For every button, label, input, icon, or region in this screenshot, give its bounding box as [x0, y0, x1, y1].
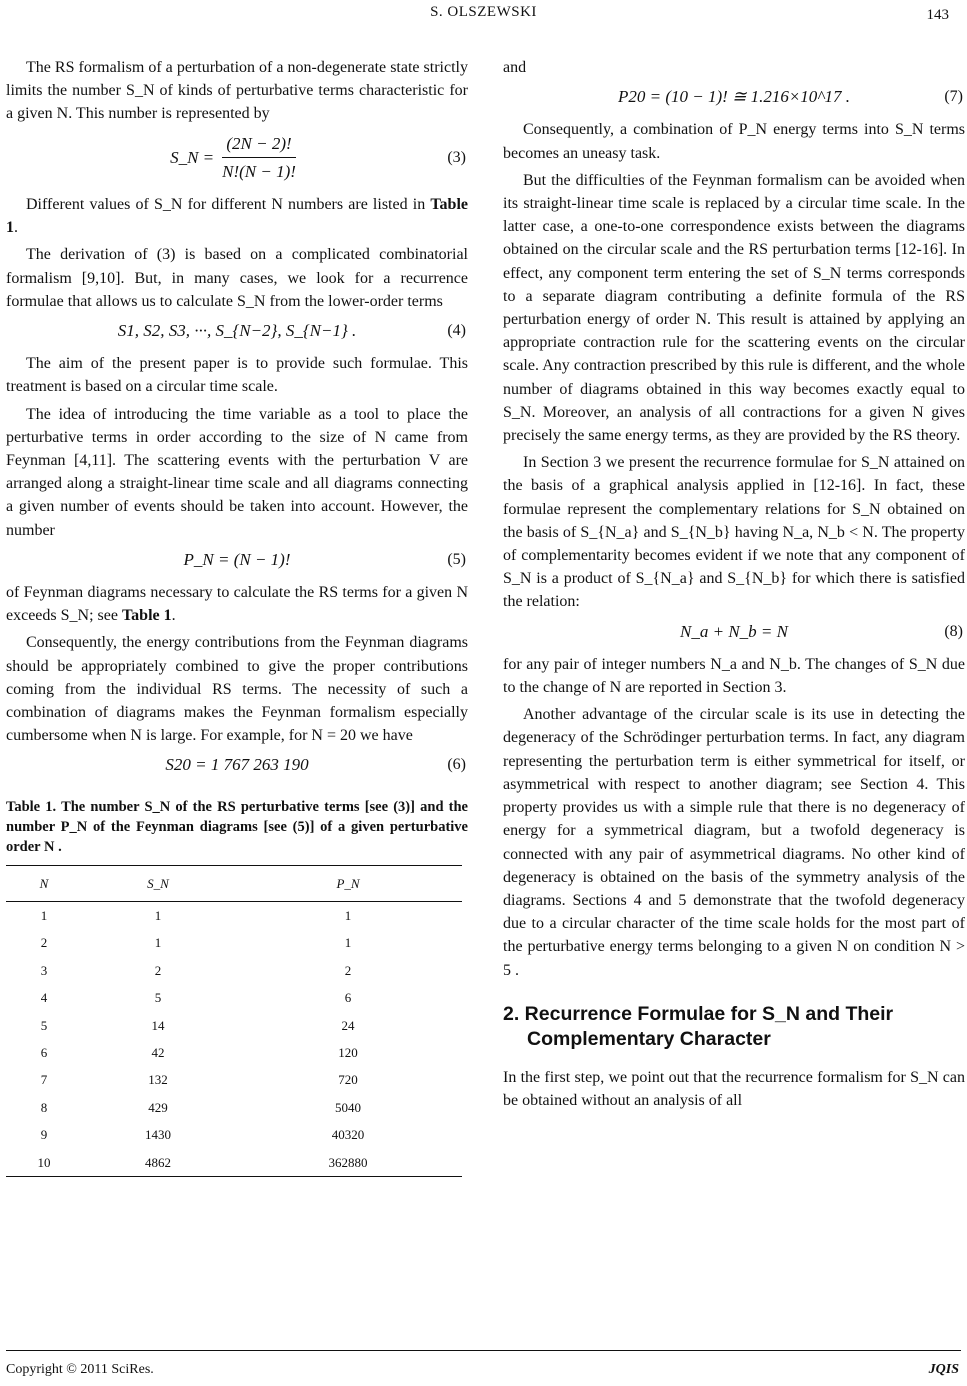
table-cell: 120: [338, 1044, 358, 1060]
section-heading: [503, 1002, 965, 1052]
table-row: [6, 929, 462, 956]
left-column: [0, 56, 468, 1177]
table-row: [6, 1066, 462, 1093]
paragraph: and: [503, 59, 527, 76]
column-header: N: [6, 865, 82, 901]
table-cell: 5040: [335, 1099, 361, 1115]
table-cell: 3: [40, 962, 48, 978]
table-cell: 1: [344, 907, 352, 923]
table-ref[interactable]: Table 1: [6, 196, 468, 237]
heading-line-1: 2. Recurrence Formulae for S_N and Their: [503, 1002, 894, 1025]
table-cell: 7: [40, 1072, 48, 1088]
paragraph: The idea of introducing the time variable as a tool to place the perturbative terms in order according to the size of N came from Feynman [4,11]. The scattering events with the perturbation V are arranged along a straight-linear time scale and all diagrams connecting a given number of events should be taken into account. However, the number: [6, 405, 468, 539]
table-row: [6, 1011, 462, 1038]
table-row: [6, 1121, 462, 1148]
table-row: [6, 1148, 462, 1176]
paragraph: The RS formalism of a perturbation of a non-degenerate state strictly limits the number S_N of kinds of perturbative terms characteristic for a given N. This number is represented by: [6, 59, 468, 123]
table-header-row: [6, 865, 462, 901]
table-caption: Table 1. The number S_N of the RS perturbative terms [see (3)] and the number P_N of the Feynman diagrams [see (5)] of a given perturbative order N .: [6, 798, 468, 855]
page-footer: [0, 1350, 967, 1386]
paragraph: In Section 3 we present the recurrence formulae for S_N attained on the basis of a graphical analysis applied in [12-16]. In fact, these formulae represent the complementary relations for S_N obtained on the basis of S_{N_a} and S_{N_b} having N_a, N_b < N. The property of complementarity becomes evident if we note that any component of S_N is a product of S_{N_a} and S_{N_b} for which there is satisfied the relation:: [503, 454, 965, 611]
equation-body: N_a + N_b = N: [680, 621, 788, 641]
table-ref[interactable]: Table 1: [121, 607, 172, 625]
paragraph: Another advantage of the circular scale is its use in detecting the degeneracy of the Schrödinger perturbation terms. In fact, any diagram representing the perturbation term is either symmetrical for itself, or asymmetrical with respect to another diagram; see Section 4. This property provides us with a simple rule that there is no degeneracy of energy for a symmetrical diagram, but a twofold degeneracy is connected with any pair of asymmetrical diagrams. No other kind of degeneracy is obtained on the basis of the symmetry analysis of the diagrams. Sections 4 and 5 demonstrate that the twofold degeneracy due to a circular character of the time scale holds for the most part of the perturbative energy terms belonging to a given N on condition N > 5 .: [503, 706, 965, 979]
equation-number: (5): [447, 550, 466, 568]
equation-6: [6, 753, 468, 776]
table-cell: 362880: [234, 1148, 462, 1176]
equation-body: S1, S2, S3, ···, S_{N−2}, S_{N−1} .: [117, 321, 357, 341]
equation-number: (4): [447, 322, 466, 340]
equation-number: (7): [944, 88, 963, 106]
footer-rule: [6, 1350, 961, 1351]
table-row: [6, 1039, 462, 1066]
table-cell: 1430: [145, 1127, 171, 1143]
table-cell: 5: [154, 990, 162, 1006]
paragraph: In the first step, we point out that the recurrence formalism for S_N can be obtained without an analysis of all: [503, 1068, 965, 1109]
paragraph: But the difficulties of the Feynman formalism can be avoided when its straight-linear time scale is replaced by a circular time scale. In the latter case, a one-to-one correspondence exists between the diagrams obtained on the circular scale and the RS perturbation terms [12-16]. In effect, any component term entering the set of S_N terms corresponds to a separate diagram contributing a definite formula of the RS perturbation energy of order N. This result is attained by applying an appropriate contraction rule for the scattering events on the circular scale. Any contraction prescribed by this rule is different, and the whole number of diagrams obtained in this way becomes exactly equal to S_N. Moreover, an analysis of all contractions for a given N gives precisely the same energy terms, as they are provided by the RS theory.: [503, 171, 965, 445]
table-cell: 8: [40, 1099, 48, 1115]
column-header: P_N: [234, 865, 462, 901]
page-number: 143: [926, 7, 949, 23]
table-cell: 9: [40, 1127, 48, 1143]
equation-number: (8): [944, 622, 963, 640]
paragraph: for any pair of integer numbers N_a and N_b. The changes of S_N due to the change of N are reported in Section 3.: [503, 655, 965, 697]
paragraph: The derivation of (3) is based on a complicated combinatorial formalism [9,10]. But, in many cases, we look for a recurrence formulae that allows us to calculate S_N from the lower-order terms: [6, 246, 468, 310]
paragraph: Consequently, a combination of P_N energy terms into S_N terms becomes an uneasy task.: [503, 121, 965, 162]
heading-line-2: Complementary Character: [527, 1027, 771, 1050]
equation-body: P_N = (N − 1)!: [183, 549, 291, 569]
paragraph: Different values of S_N for different N numbers are listed in Table 1.: [6, 196, 468, 237]
numerator: (2N − 2)!: [222, 132, 295, 158]
table-row: [6, 957, 462, 984]
paragraph: The aim of the present paper is to provide such formulae. This treatment is based on a circular time scale.: [6, 355, 468, 396]
equation-lhs: S_N =: [170, 147, 215, 167]
table-cell: 24: [341, 1017, 355, 1033]
fraction: [218, 132, 300, 183]
table-row: [6, 901, 462, 929]
page-header: [0, 4, 967, 34]
journal-name: JQIS: [928, 1362, 959, 1377]
table-cell: 1: [154, 935, 162, 951]
table-cell: 10: [6, 1148, 82, 1176]
table-cell: 14: [151, 1017, 165, 1033]
table-cell: 40320: [331, 1127, 365, 1143]
equation-7: [503, 85, 965, 108]
right-column: [503, 56, 965, 1116]
table-cell: 2: [154, 962, 162, 978]
copyright: Copyright © 2011 SciRes.: [6, 1362, 154, 1377]
table-cell: 5: [40, 1017, 48, 1033]
paragraph: Consequently, the energy contributions from the Feynman diagrams should be appropriately combined to give the proper contributions coming from the individual RS terms. The necessity of such a combination of diagrams makes the Feynman formalism especially cumbersome when N is large. For example, for N = 20 we have: [6, 634, 468, 745]
table-row: [6, 984, 462, 1011]
running-title: S. OLSZEWSKI: [430, 4, 537, 20]
equation-3: [6, 132, 468, 183]
paragraph: of Feynman diagrams necessary to calculate the RS terms for a given N exceeds S_N; see Table 1.: [6, 584, 468, 625]
table-cell: 1: [40, 907, 48, 923]
column-header: S_N: [82, 865, 234, 901]
table-cell: 2: [344, 962, 352, 978]
table-cell: 4862: [82, 1148, 234, 1176]
table-cell: 6: [40, 1044, 48, 1060]
table-cell: 2: [40, 935, 48, 951]
table-cell: 42: [151, 1044, 165, 1060]
table-cell: 1: [344, 935, 352, 951]
table-cell: 6: [344, 990, 352, 1006]
equation-number: (3): [447, 148, 466, 166]
table-cell: 132: [148, 1072, 168, 1088]
table-cell: 1: [154, 907, 162, 923]
denominator: N!(N − 1)!: [222, 161, 296, 181]
equation-body: S20 = 1 767 263 190: [165, 755, 309, 775]
data-table: [6, 865, 462, 1177]
table-row: [6, 1094, 462, 1121]
table-cell: 720: [338, 1072, 358, 1088]
table-cell: 429: [148, 1099, 168, 1115]
equation-8: [503, 620, 965, 643]
table-cell: 4: [40, 990, 48, 1006]
equation-body: P20 = (10 − 1)! ≅ 1.216×10^17 .: [618, 87, 850, 107]
equation-number: (6): [447, 756, 466, 774]
equation-5: [6, 548, 468, 571]
equation-4: [6, 319, 468, 342]
